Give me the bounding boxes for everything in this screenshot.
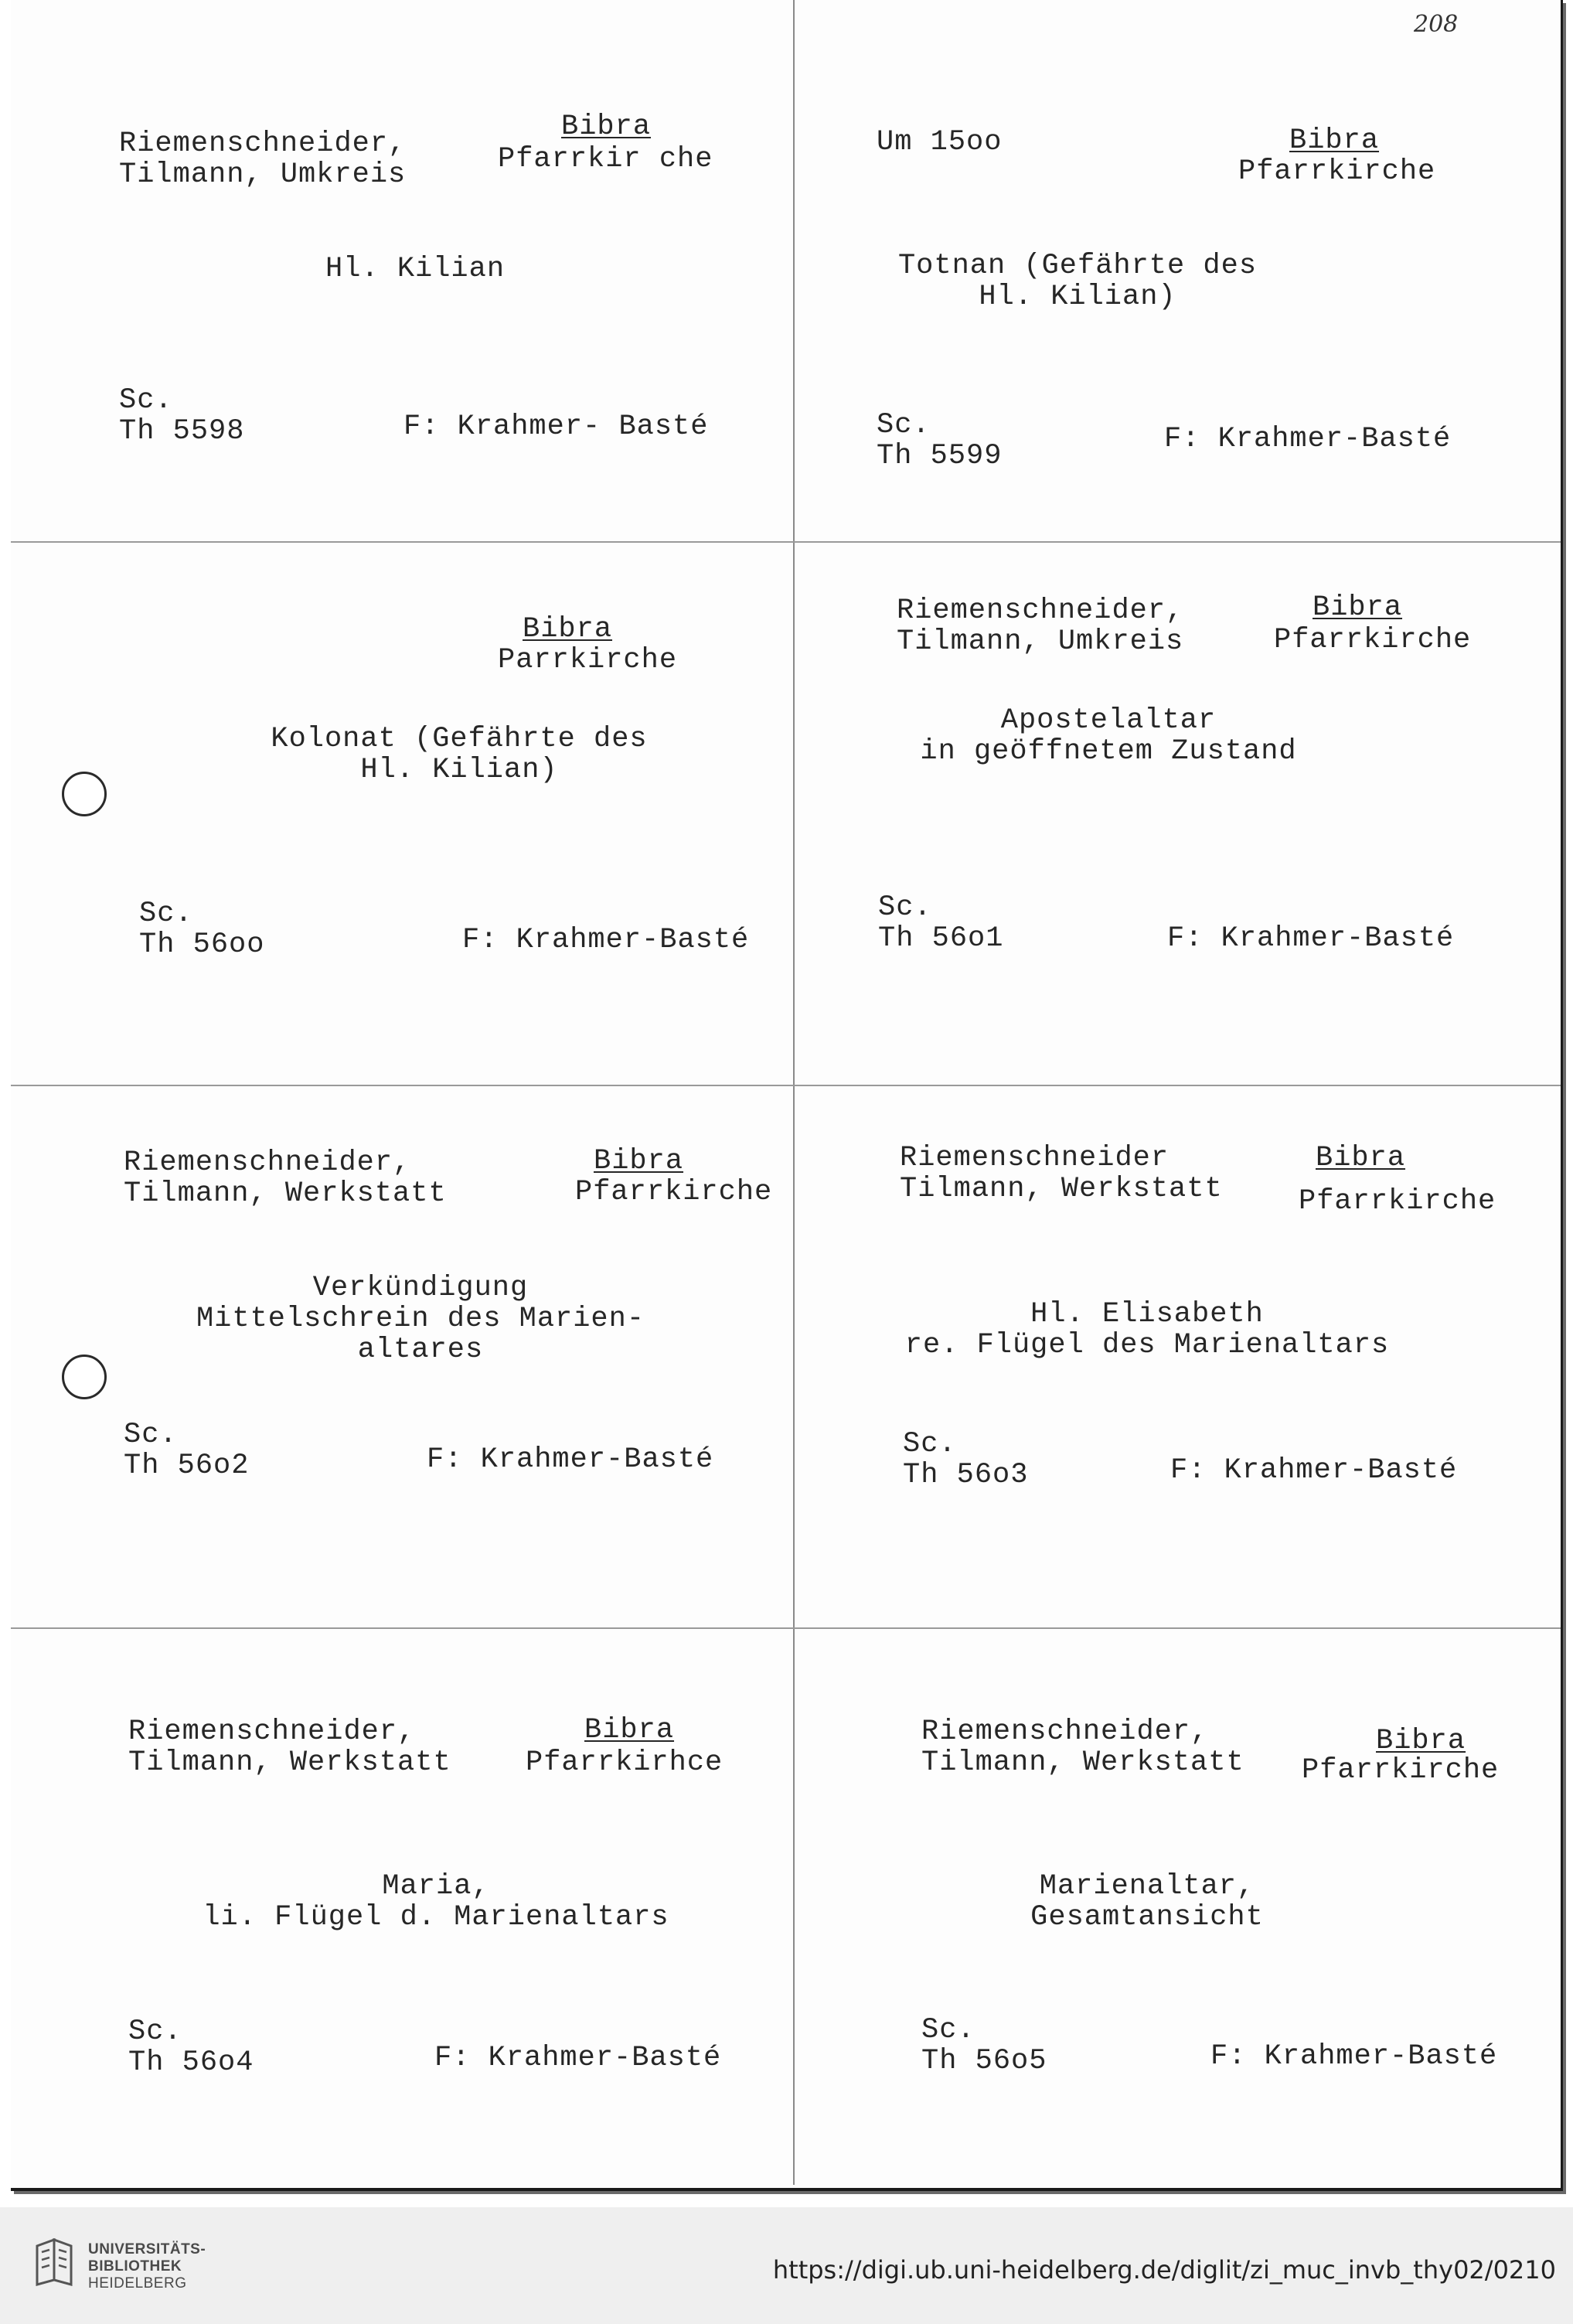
card-artist-line: Riemenschneider <box>900 1142 1170 1174</box>
card-th-number: Th 56o1 <box>878 922 1004 955</box>
card-artist-line: Riemenschneider, <box>921 1716 1209 1748</box>
card-title-line: Maria, <box>382 1870 490 1903</box>
card-place: Bibra <box>561 111 652 143</box>
card-place: Bibra <box>584 1714 675 1746</box>
card-photographer: F: Krahmer- Basté <box>403 411 709 443</box>
card-church: Pfarrkirche <box>1302 1754 1500 1787</box>
card-th-number: Th 5599 <box>877 440 1003 472</box>
card-place: Bibra <box>1289 124 1380 157</box>
row-divider-2 <box>11 1085 1561 1086</box>
card-title-line: Apostelaltar <box>1000 704 1217 737</box>
row-divider-1 <box>11 541 1561 543</box>
card-church: Pfarrkir che <box>498 143 713 175</box>
card-artist-line: Tilmann, Umkreis <box>897 625 1184 658</box>
card-th-number: Th 5598 <box>119 415 245 448</box>
card-title-line: Hl. Kilian) <box>360 754 558 786</box>
card-sc: Sc. <box>128 2016 182 2048</box>
card-artist-line: Riemenschneider, <box>124 1147 411 1179</box>
card-photographer: F: Krahmer-Basté <box>1167 922 1455 955</box>
card-church: Pfarrkirche <box>1274 624 1472 656</box>
card-photographer: F: Krahmer-Basté <box>1210 2040 1498 2073</box>
card-photographer: F: Krahmer-Basté <box>427 1443 714 1476</box>
card-artist-line: Tilmann, Werkstatt <box>921 1746 1244 1779</box>
punch-hole-top <box>62 772 107 816</box>
library-name-line: UNIVERSITÄTS- <box>88 2241 206 2258</box>
card-church: Pfarrkirhce <box>526 1746 724 1779</box>
card-photographer: F: Krahmer-Basté <box>434 2042 722 2074</box>
library-name-line: BIBLIOTHEK <box>88 2258 182 2275</box>
card-sc: Sc. <box>921 2014 975 2046</box>
card-th-number: Th 56oo <box>139 929 265 961</box>
card-title-line: Kolonat (Gefährte des <box>271 723 648 755</box>
card-artist-line: Um 15oo <box>877 126 1003 158</box>
card-artist-line: Riemenschneider, <box>128 1716 416 1748</box>
card-place: Bibra <box>1313 591 1403 624</box>
card-title-line: Verkündigung <box>312 1272 529 1304</box>
card-sc: Sc. <box>903 1428 957 1460</box>
card-title-line: in geöffnetem Zustand <box>920 735 1297 768</box>
card-photographer: F: Krahmer-Basté <box>462 924 750 956</box>
card-photographer: F: Krahmer-Basté <box>1170 1454 1458 1487</box>
card-church: Pfarrkirche <box>1238 155 1436 188</box>
viewer-footer <box>0 2207 1573 2324</box>
card-title-line: Hl. Kilian) <box>979 281 1176 313</box>
card-church: Pfarrkirche <box>575 1176 773 1208</box>
punch-hole-bottom <box>62 1355 107 1399</box>
page-number: 208 <box>1414 11 1459 38</box>
scan-sheet <box>11 0 1563 2191</box>
card-sc: Sc. <box>119 384 173 417</box>
card-artist-line: Tilmann, Umkreis <box>119 158 407 191</box>
library-name-line: HEIDELBERG <box>88 2275 187 2292</box>
card-title-line: Gesamtansicht <box>1030 1901 1264 1934</box>
card-sc: Sc. <box>124 1419 178 1451</box>
card-th-number: Th 56o4 <box>128 2046 254 2079</box>
card-place: Bibra <box>523 613 613 646</box>
card-th-number: Th 56o5 <box>921 2045 1047 2077</box>
card-artist-line: Tilmann, Werkstatt <box>124 1177 447 1210</box>
card-th-number: Th 56o3 <box>903 1459 1029 1491</box>
card-church: Pfarrkirche <box>1299 1185 1496 1218</box>
card-title-line: Hl. Kilian <box>325 253 506 285</box>
card-sc: Sc. <box>877 409 931 441</box>
card-artist-line: Tilmann, Werkstatt <box>900 1173 1223 1205</box>
permalink-url[interactable]: https://digi.ub.uni-heidelberg.de/diglit/zi_muc_invb_thy02/0210 <box>772 2255 1556 2285</box>
card-sc: Sc. <box>139 898 193 930</box>
card-title-line: Marienaltar, <box>1039 1870 1255 1903</box>
card-artist-line: Tilmann, Werkstatt <box>128 1746 451 1779</box>
card-church: Parrkirche <box>498 644 678 676</box>
library-logo-icon <box>34 2238 74 2286</box>
card-artist-line: Riemenschneider, <box>897 595 1184 627</box>
card-th-number: Th 56o2 <box>124 1450 250 1482</box>
card-place: Bibra <box>1376 1725 1466 1757</box>
card-artist-line: Riemenschneider, <box>119 128 407 160</box>
card-title-line: li. Flügel d. Marienaltars <box>203 1901 669 1934</box>
card-title-line: Totnan (Gefährte des <box>897 250 1258 282</box>
row-divider-3 <box>11 1627 1561 1629</box>
card-place: Bibra <box>1316 1142 1406 1174</box>
card-title-line: Hl. Elisabeth <box>1030 1298 1264 1331</box>
library-name <box>88 2241 206 2292</box>
card-photographer: F: Krahmer-Basté <box>1164 423 1452 455</box>
card-title-line: Mittelschrein des Marien- <box>196 1303 645 1335</box>
card-title-line: altares <box>357 1334 484 1366</box>
card-place: Bibra <box>594 1145 684 1177</box>
card-sc: Sc. <box>878 891 932 924</box>
card-title-line: re. Flügel des Marienaltars <box>904 1329 1390 1361</box>
column-divider <box>793 0 795 2185</box>
